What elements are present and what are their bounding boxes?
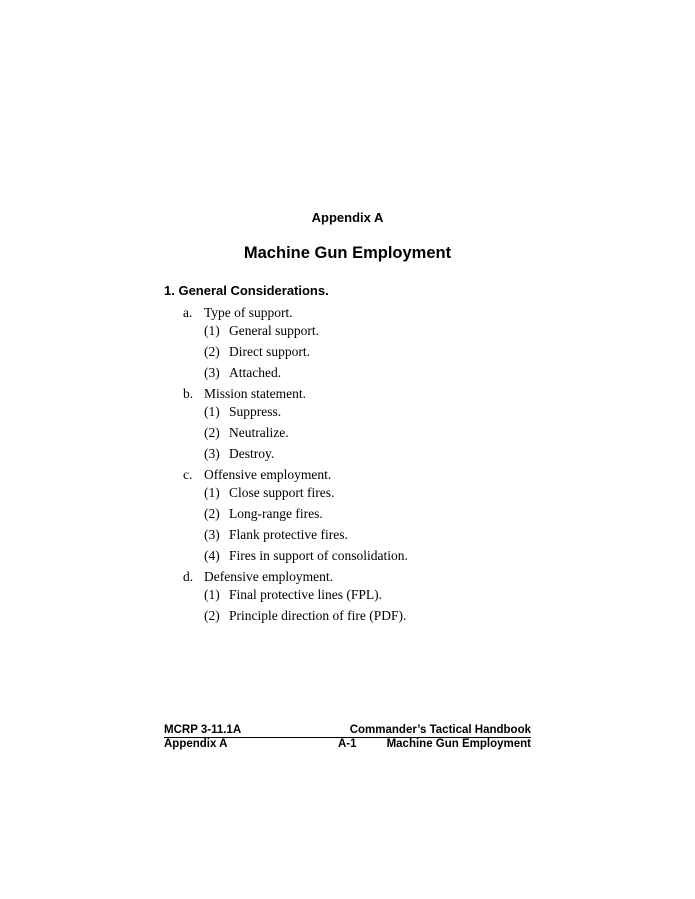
outline-item-defensive-employment (183, 569, 408, 624)
sub-item-text: Long-range fires. (229, 506, 323, 521)
sub-item-number: (1) (204, 485, 220, 500)
sub-list (204, 323, 408, 381)
footer-top-row (164, 724, 531, 738)
sub-item-text: Direct support. (229, 344, 310, 359)
sub-item (204, 344, 408, 360)
item-text: Offensive employment. (204, 467, 332, 482)
sub-item (204, 323, 408, 339)
footer-handbook-title: Commander’s Tactical Handbook (349, 724, 531, 736)
sub-item-text: Fires in support of consolidation. (229, 548, 408, 563)
outline-list (183, 305, 408, 629)
item-text: Mission statement. (204, 386, 306, 401)
sub-item-text: Attached. (229, 365, 282, 380)
footer-page-number: A-1 (338, 738, 357, 750)
sub-item-number: (2) (204, 344, 220, 359)
appendix-label: Appendix A (311, 210, 384, 225)
outline-item-type-of-support (183, 305, 408, 381)
outline-item-offensive-employment (183, 467, 408, 564)
sub-item (204, 404, 408, 420)
sub-item-number: (3) (204, 446, 220, 461)
footer-chapter-title: Machine Gun Employment (386, 738, 531, 750)
sub-item-number: (1) (204, 587, 220, 602)
outline-item-mission-statement (183, 386, 408, 462)
sub-item-text: Final protective lines (FPL). (229, 587, 382, 602)
sub-list (204, 404, 408, 462)
sub-item (204, 608, 408, 624)
sub-item-number: (2) (204, 608, 220, 623)
sub-item-text: General support. (229, 323, 319, 338)
sub-item (204, 506, 408, 522)
sub-item (204, 425, 408, 441)
sub-item-number: (1) (204, 404, 220, 419)
section-heading: 1. General Considerations. (164, 283, 329, 298)
item-text: Type of support. (204, 305, 293, 320)
sub-item-text: Neutralize. (229, 425, 289, 440)
sub-list (204, 485, 408, 564)
sub-item-text: Suppress. (229, 404, 282, 419)
sub-list (204, 587, 408, 624)
sub-item (204, 485, 408, 501)
sub-item-number: (1) (204, 323, 220, 338)
page-title: Machine Gun Employment (243, 244, 452, 262)
sub-item (204, 548, 408, 564)
sub-item-number: (3) (204, 527, 220, 542)
sub-item-text: Destroy. (229, 446, 275, 461)
footer-appendix: Appendix A (164, 738, 228, 750)
sub-item-text: Flank protective fires. (229, 527, 348, 542)
sub-item-number: (2) (204, 425, 220, 440)
sub-item-text: Close support fires. (229, 485, 335, 500)
item-letter: d. (183, 569, 194, 584)
item-letter: b. (183, 386, 194, 401)
sub-item (204, 587, 408, 603)
item-text: Defensive employment. (204, 569, 333, 584)
sub-item-number: (3) (204, 365, 220, 380)
sub-item-text: Principle direction of fire (PDF). (229, 608, 407, 623)
sub-item (204, 446, 408, 462)
item-letter: a. (183, 305, 193, 320)
sub-item-number: (2) (204, 506, 220, 521)
footer-publication: MCRP 3-11.1A (164, 724, 242, 736)
item-letter: c. (183, 467, 193, 482)
sub-item (204, 365, 408, 381)
sub-item (204, 527, 408, 543)
sub-item-number: (4) (204, 548, 220, 563)
